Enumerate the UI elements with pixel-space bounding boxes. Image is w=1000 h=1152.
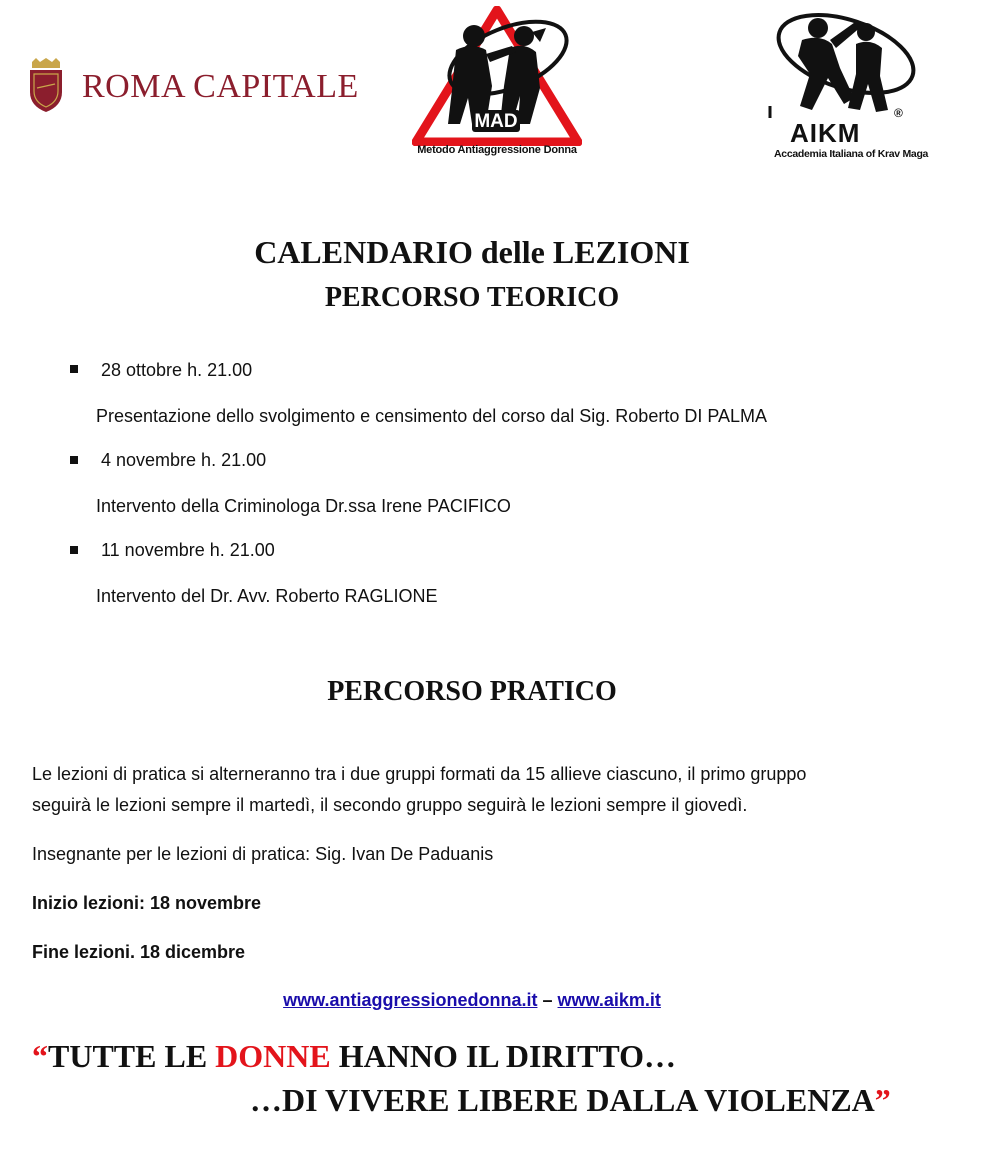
- link-antiaggressionedonna[interactable]: www.antiaggressionedonna.it: [283, 990, 538, 1010]
- krav-maga-fighters-icon: [762, 6, 922, 118]
- quote-open-mark: “: [32, 1038, 48, 1074]
- start-date-text: Inizio lezioni: 18 novembre: [32, 893, 262, 913]
- section-title-pratico: PERCORSO PRATICO: [327, 676, 617, 707]
- mad-logo: [412, 6, 582, 164]
- bullet-icon: [70, 456, 78, 464]
- section-title-teorico: PERCORSO TEORICO: [324, 282, 620, 313]
- mad-mark-text: MAD: [474, 111, 518, 132]
- roma-shield-icon: [26, 58, 66, 112]
- page-title: CALENDARIO delle LEZIONI: [254, 234, 690, 270]
- lesson-description: Presentazione dello svolgimento e censimento del corso dal Sig. Roberto DI PALMA: [96, 406, 768, 426]
- lesson-date: 11 novembre h. 21.00: [101, 540, 275, 560]
- aikm-wordmark: AIKM: [790, 118, 861, 148]
- aikm-logo: [762, 6, 929, 166]
- mad-triangle-icon: [412, 6, 582, 146]
- quote-text: TUTTE LE: [48, 1038, 216, 1074]
- quote-line-2: [250, 1082, 891, 1119]
- link-aikm[interactable]: www.aikm.it: [557, 990, 661, 1010]
- teacher-text: Insegnante per le lezioni di pratica: Sig. Ivan De Paduanis: [32, 844, 494, 864]
- lesson-description: Intervento della Criminologa Dr.ssa Irene PACIFICO: [96, 496, 511, 516]
- quote-text: HANNO IL DIRITTO…: [330, 1038, 676, 1074]
- mad-caption: Metodo Antiaggressione Donna: [417, 144, 577, 156]
- intro-paragraph-line: seguirà le lezioni sempre il martedì, il secondo gruppo seguirà le lezioni sempre il giovedì.: [32, 795, 748, 815]
- quote-close-mark: ”: [874, 1082, 891, 1118]
- website-links: [0, 990, 944, 1011]
- link-separator: –: [542, 990, 553, 1010]
- intro-paragraph-line: Le lezioni di pratica si alterneranno tra i due gruppi formati da 15 allieve ciascuno, il primo gruppo: [32, 764, 807, 784]
- quote-highlight: DONNE: [215, 1038, 331, 1074]
- quote-line-1: [32, 1038, 676, 1075]
- roma-capitale-logo: [26, 58, 366, 114]
- lesson-date: 28 ottobre h. 21.00: [101, 360, 253, 380]
- aikm-caption: Accademia Italiana of Krav Maga: [774, 148, 929, 160]
- end-date-text: Fine lezioni. 18 dicembre: [32, 942, 246, 962]
- lesson-date: 4 novembre h. 21.00: [101, 450, 267, 470]
- bullet-icon: [70, 546, 78, 554]
- roma-capitale-text: ROMA CAPITALE: [82, 68, 359, 105]
- lesson-description: Intervento del Dr. Avv. Roberto RAGLIONE: [96, 586, 438, 606]
- quote-text: …DI VIVERE LIBERE DALLA VIOLENZA: [250, 1082, 875, 1118]
- registered-mark: ®: [894, 106, 903, 120]
- bullet-icon: [70, 365, 78, 373]
